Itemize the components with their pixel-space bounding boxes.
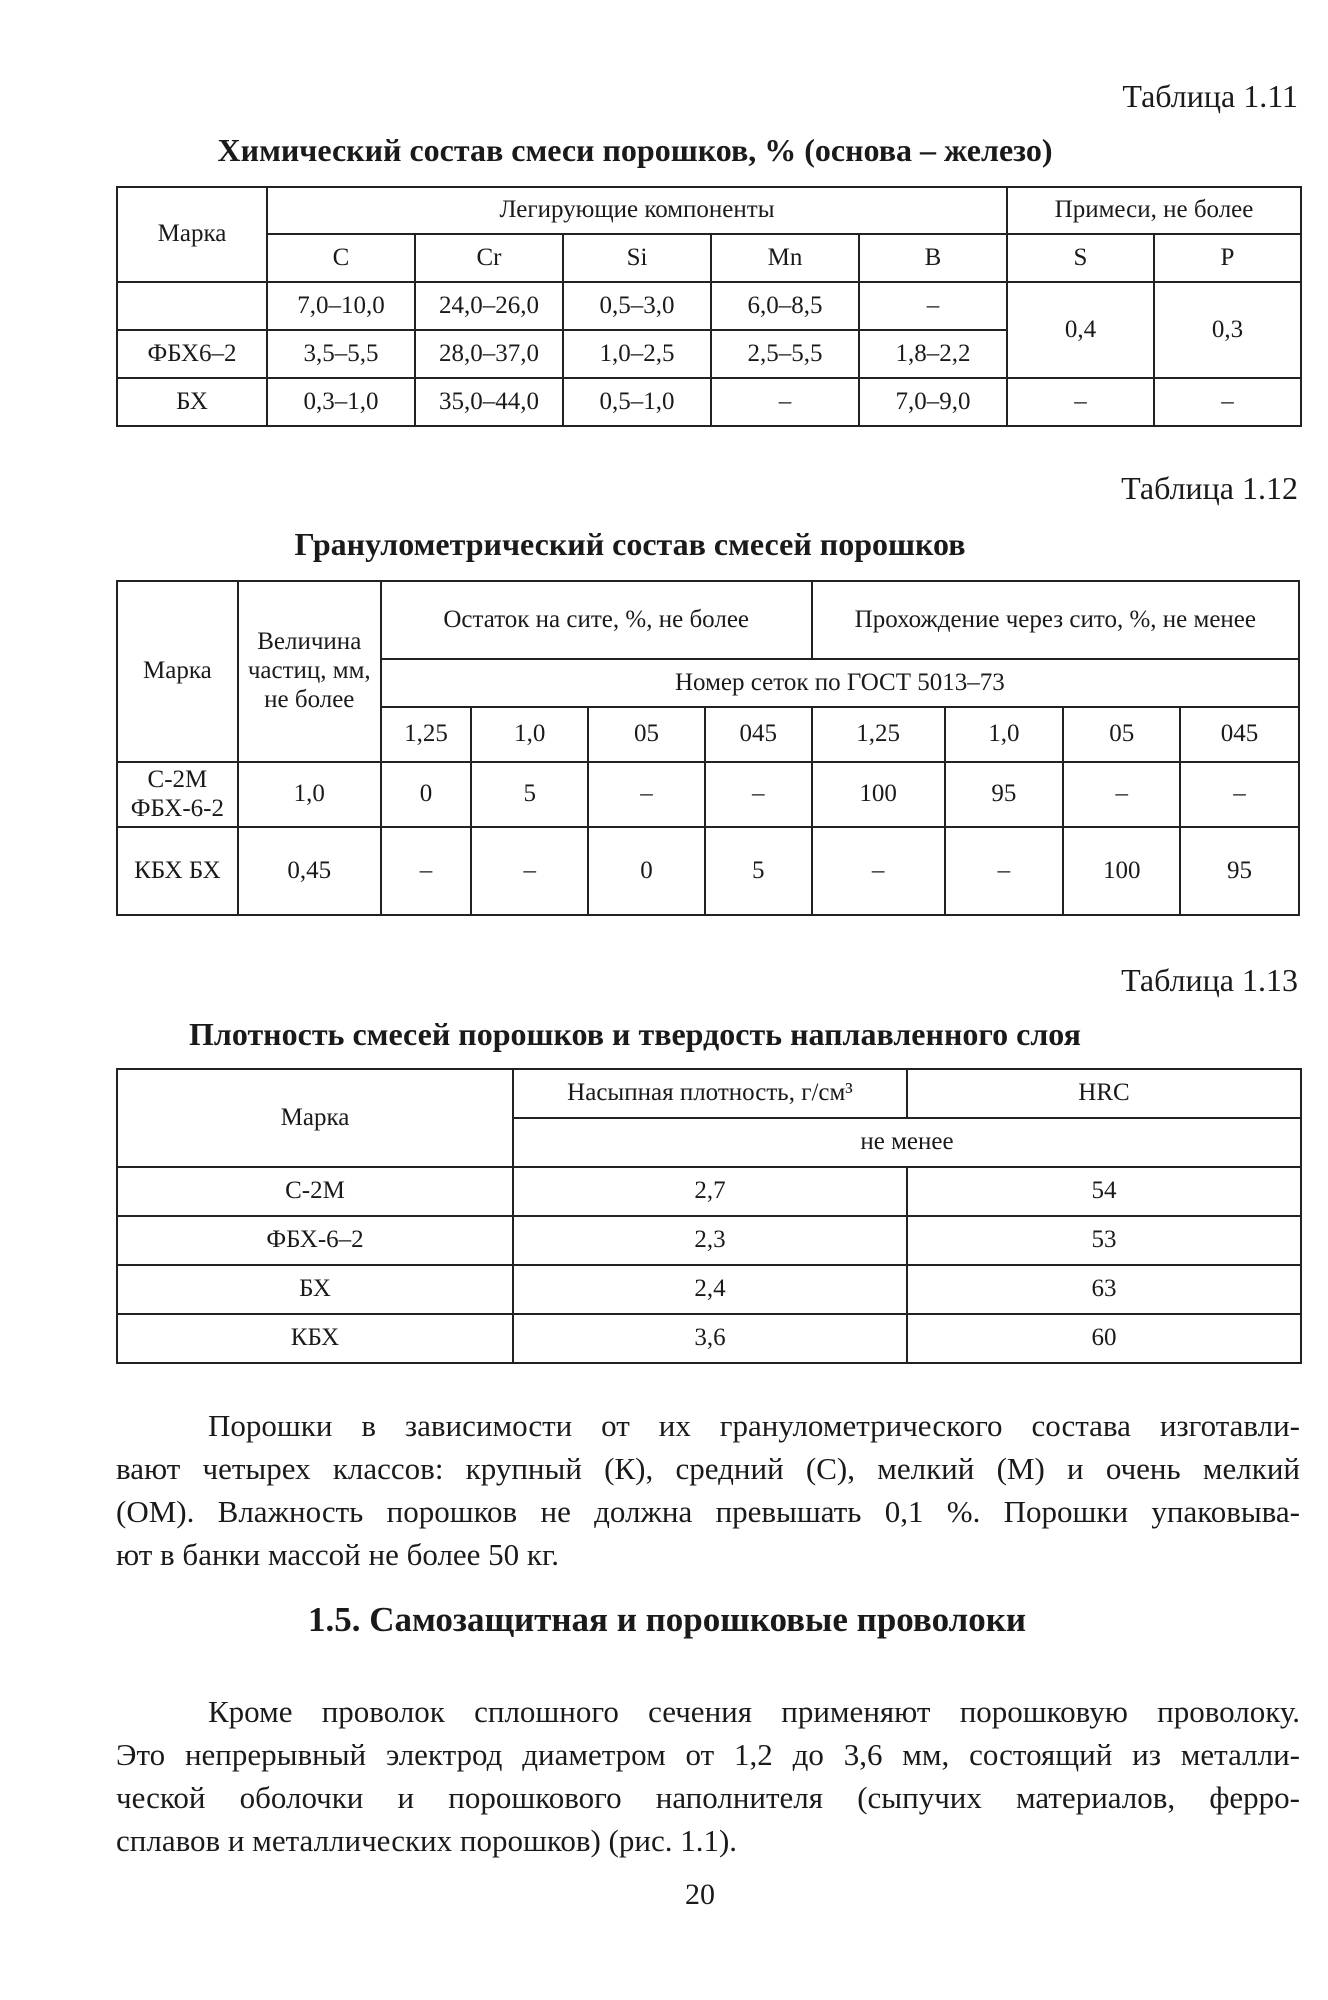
cell-c: 3,5–5,5	[267, 330, 415, 378]
cell-density: 2,3	[513, 1216, 907, 1265]
cell-value: 5	[471, 762, 588, 827]
cell-mn: –	[711, 378, 859, 426]
col-p: P	[1154, 234, 1301, 282]
cell-b: 7,0–9,0	[859, 378, 1007, 426]
cell-marks-group-2: КБХ БХ	[117, 827, 238, 915]
cell-mark	[117, 282, 267, 330]
cell-mark: С-2М	[117, 1167, 513, 1216]
cell-p-merged: 0,3	[1154, 282, 1301, 378]
header-alloying-components: Легирующие компоненты	[267, 187, 1007, 234]
paragraph-line: Это непрерывный электрод диаметром от 1,2 до 3,6 мм, состоящий из металли-	[116, 1737, 1300, 1772]
header-particle-size: Величина частиц, мм, не более	[238, 581, 381, 762]
table-row	[117, 1265, 1301, 1314]
cell-c: 0,3–1,0	[267, 378, 415, 426]
cell-value: –	[945, 827, 1064, 915]
table-row	[117, 1167, 1301, 1216]
table-1-13-title: Плотность смесей порошков и твердость наплавленного слоя	[189, 1016, 1081, 1052]
cell-b: –	[859, 282, 1007, 330]
cell-value: 95	[1180, 827, 1299, 915]
col-si: Si	[563, 234, 711, 282]
cell-mark: КБХ	[117, 1314, 513, 1363]
paragraph-line: ют в банки массой не более 50 кг.	[116, 1537, 559, 1572]
header-hrc: HRC	[907, 1069, 1301, 1118]
cell-density: 2,4	[513, 1265, 907, 1314]
table-row	[117, 827, 1299, 915]
header-passage: Прохождение через сито, %, не менее	[812, 581, 1299, 659]
cell-value: 5	[705, 827, 812, 915]
col-s: S	[1007, 234, 1154, 282]
cell-hrc: 60	[907, 1314, 1301, 1363]
paragraph-line: (ОМ). Влажность порошков не должна превышать 0,1 %. Порошки упаковыва-	[116, 1494, 1300, 1529]
cell-size: 0,45	[238, 827, 381, 915]
table-1-11-label: Таблица 1.11	[1122, 78, 1298, 114]
cell-density: 2,7	[513, 1167, 907, 1216]
cell-si: 0,5–1,0	[563, 378, 711, 426]
cell-hrc: 53	[907, 1216, 1301, 1265]
col-c: C	[267, 234, 415, 282]
cell-mark: БХ	[117, 378, 267, 426]
cell-hrc: 54	[907, 1167, 1301, 1216]
cell-mark: ФБХ6–2	[117, 330, 267, 378]
sieve-passage-045: 045	[1180, 707, 1299, 762]
cell-value: –	[588, 762, 705, 827]
table-1-11-title: Химический состав смеси порошков, % (основа – железо)	[217, 132, 1053, 168]
paragraph-line: сплавов и металлических порошков) (рис. 1.1).	[116, 1823, 738, 1858]
cell-value: 100	[1063, 827, 1180, 915]
header-bulk-density: Насыпная плотность, г/см³	[513, 1069, 907, 1118]
cell-si: 1,0–2,5	[563, 330, 711, 378]
cell-p: –	[1154, 378, 1301, 426]
cell-value: 95	[945, 762, 1064, 827]
cell-value: –	[812, 827, 945, 915]
cell-density: 3,6	[513, 1314, 907, 1363]
cell-value: –	[1180, 762, 1299, 827]
col-mn: Mn	[711, 234, 859, 282]
table-row	[117, 762, 1299, 827]
cell-hrc: 63	[907, 1265, 1301, 1314]
cell-value: 0	[381, 762, 472, 827]
table-1-12	[116, 580, 1300, 916]
col-b: B	[859, 234, 1007, 282]
cell-value: –	[1063, 762, 1180, 827]
cell-cr: 35,0–44,0	[415, 378, 563, 426]
cell-value: –	[705, 762, 812, 827]
cell-value: –	[381, 827, 472, 915]
cell-mn: 2,5–5,5	[711, 330, 859, 378]
table-1-12-title: Гранулометрический состав смесей порошков	[294, 526, 966, 562]
cell-mn: 6,0–8,5	[711, 282, 859, 330]
sieve-residue-05: 05	[588, 707, 705, 762]
cell-size: 1,0	[238, 762, 381, 827]
cell-cr: 28,0–37,0	[415, 330, 563, 378]
paragraph-line: ческой оболочки и порошкового наполнителя (сыпучих материалов, ферро-	[116, 1780, 1300, 1815]
header-not-less: не менее	[513, 1118, 1301, 1167]
cell-marks-group-1: С-2М ФБХ-6-2	[117, 762, 238, 827]
cell-s: –	[1007, 378, 1154, 426]
sieve-residue-1-25: 1,25	[381, 707, 472, 762]
header-mark: Марка	[117, 187, 267, 282]
header-mesh-number: Номер сеток по ГОСТ 5013–73	[381, 659, 1299, 707]
cell-value: 0	[588, 827, 705, 915]
table-row	[117, 1314, 1301, 1363]
paragraph-line: вают четырех классов: крупный (К), средний (С), мелкий (М) и очень мелкий	[116, 1451, 1300, 1486]
header-mark: Марка	[117, 1069, 513, 1167]
sieve-residue-045: 045	[705, 707, 812, 762]
table-row	[117, 1216, 1301, 1265]
header-impurities: Примеси, не более	[1007, 187, 1301, 234]
table-row	[117, 378, 1301, 426]
paragraph-line: Кроме проволок сплошного сечения применяют порошковую проволоку.	[208, 1694, 1300, 1729]
header-residue: Остаток на сите, %, не более	[381, 581, 812, 659]
table-row	[117, 282, 1301, 330]
cell-si: 0,5–3,0	[563, 282, 711, 330]
col-cr: Cr	[415, 234, 563, 282]
paragraph-line: Порошки в зависимости от их гранулометрического состава изготавли-	[208, 1408, 1300, 1443]
cell-value: 100	[812, 762, 945, 827]
section-heading: 1.5. Самозащитная и порошковые проволоки	[308, 1600, 1027, 1639]
cell-mark: БХ	[117, 1265, 513, 1314]
cell-cr: 24,0–26,0	[415, 282, 563, 330]
sieve-passage-05: 05	[1063, 707, 1180, 762]
cell-s-merged: 0,4	[1007, 282, 1154, 378]
sieve-passage-1-0: 1,0	[945, 707, 1064, 762]
table-1-12-label: Таблица 1.12	[1121, 470, 1298, 506]
header-mark: Марка	[117, 581, 238, 762]
page-number: 20	[685, 1878, 715, 1911]
table-1-11	[116, 186, 1302, 427]
cell-b: 1,8–2,2	[859, 330, 1007, 378]
sieve-passage-1-25: 1,25	[812, 707, 945, 762]
cell-mark: ФБХ-6–2	[117, 1216, 513, 1265]
cell-value: –	[471, 827, 588, 915]
table-1-13-label: Таблица 1.13	[1121, 962, 1298, 998]
cell-c: 7,0–10,0	[267, 282, 415, 330]
sieve-residue-1-0: 1,0	[471, 707, 588, 762]
table-1-13	[116, 1068, 1302, 1364]
